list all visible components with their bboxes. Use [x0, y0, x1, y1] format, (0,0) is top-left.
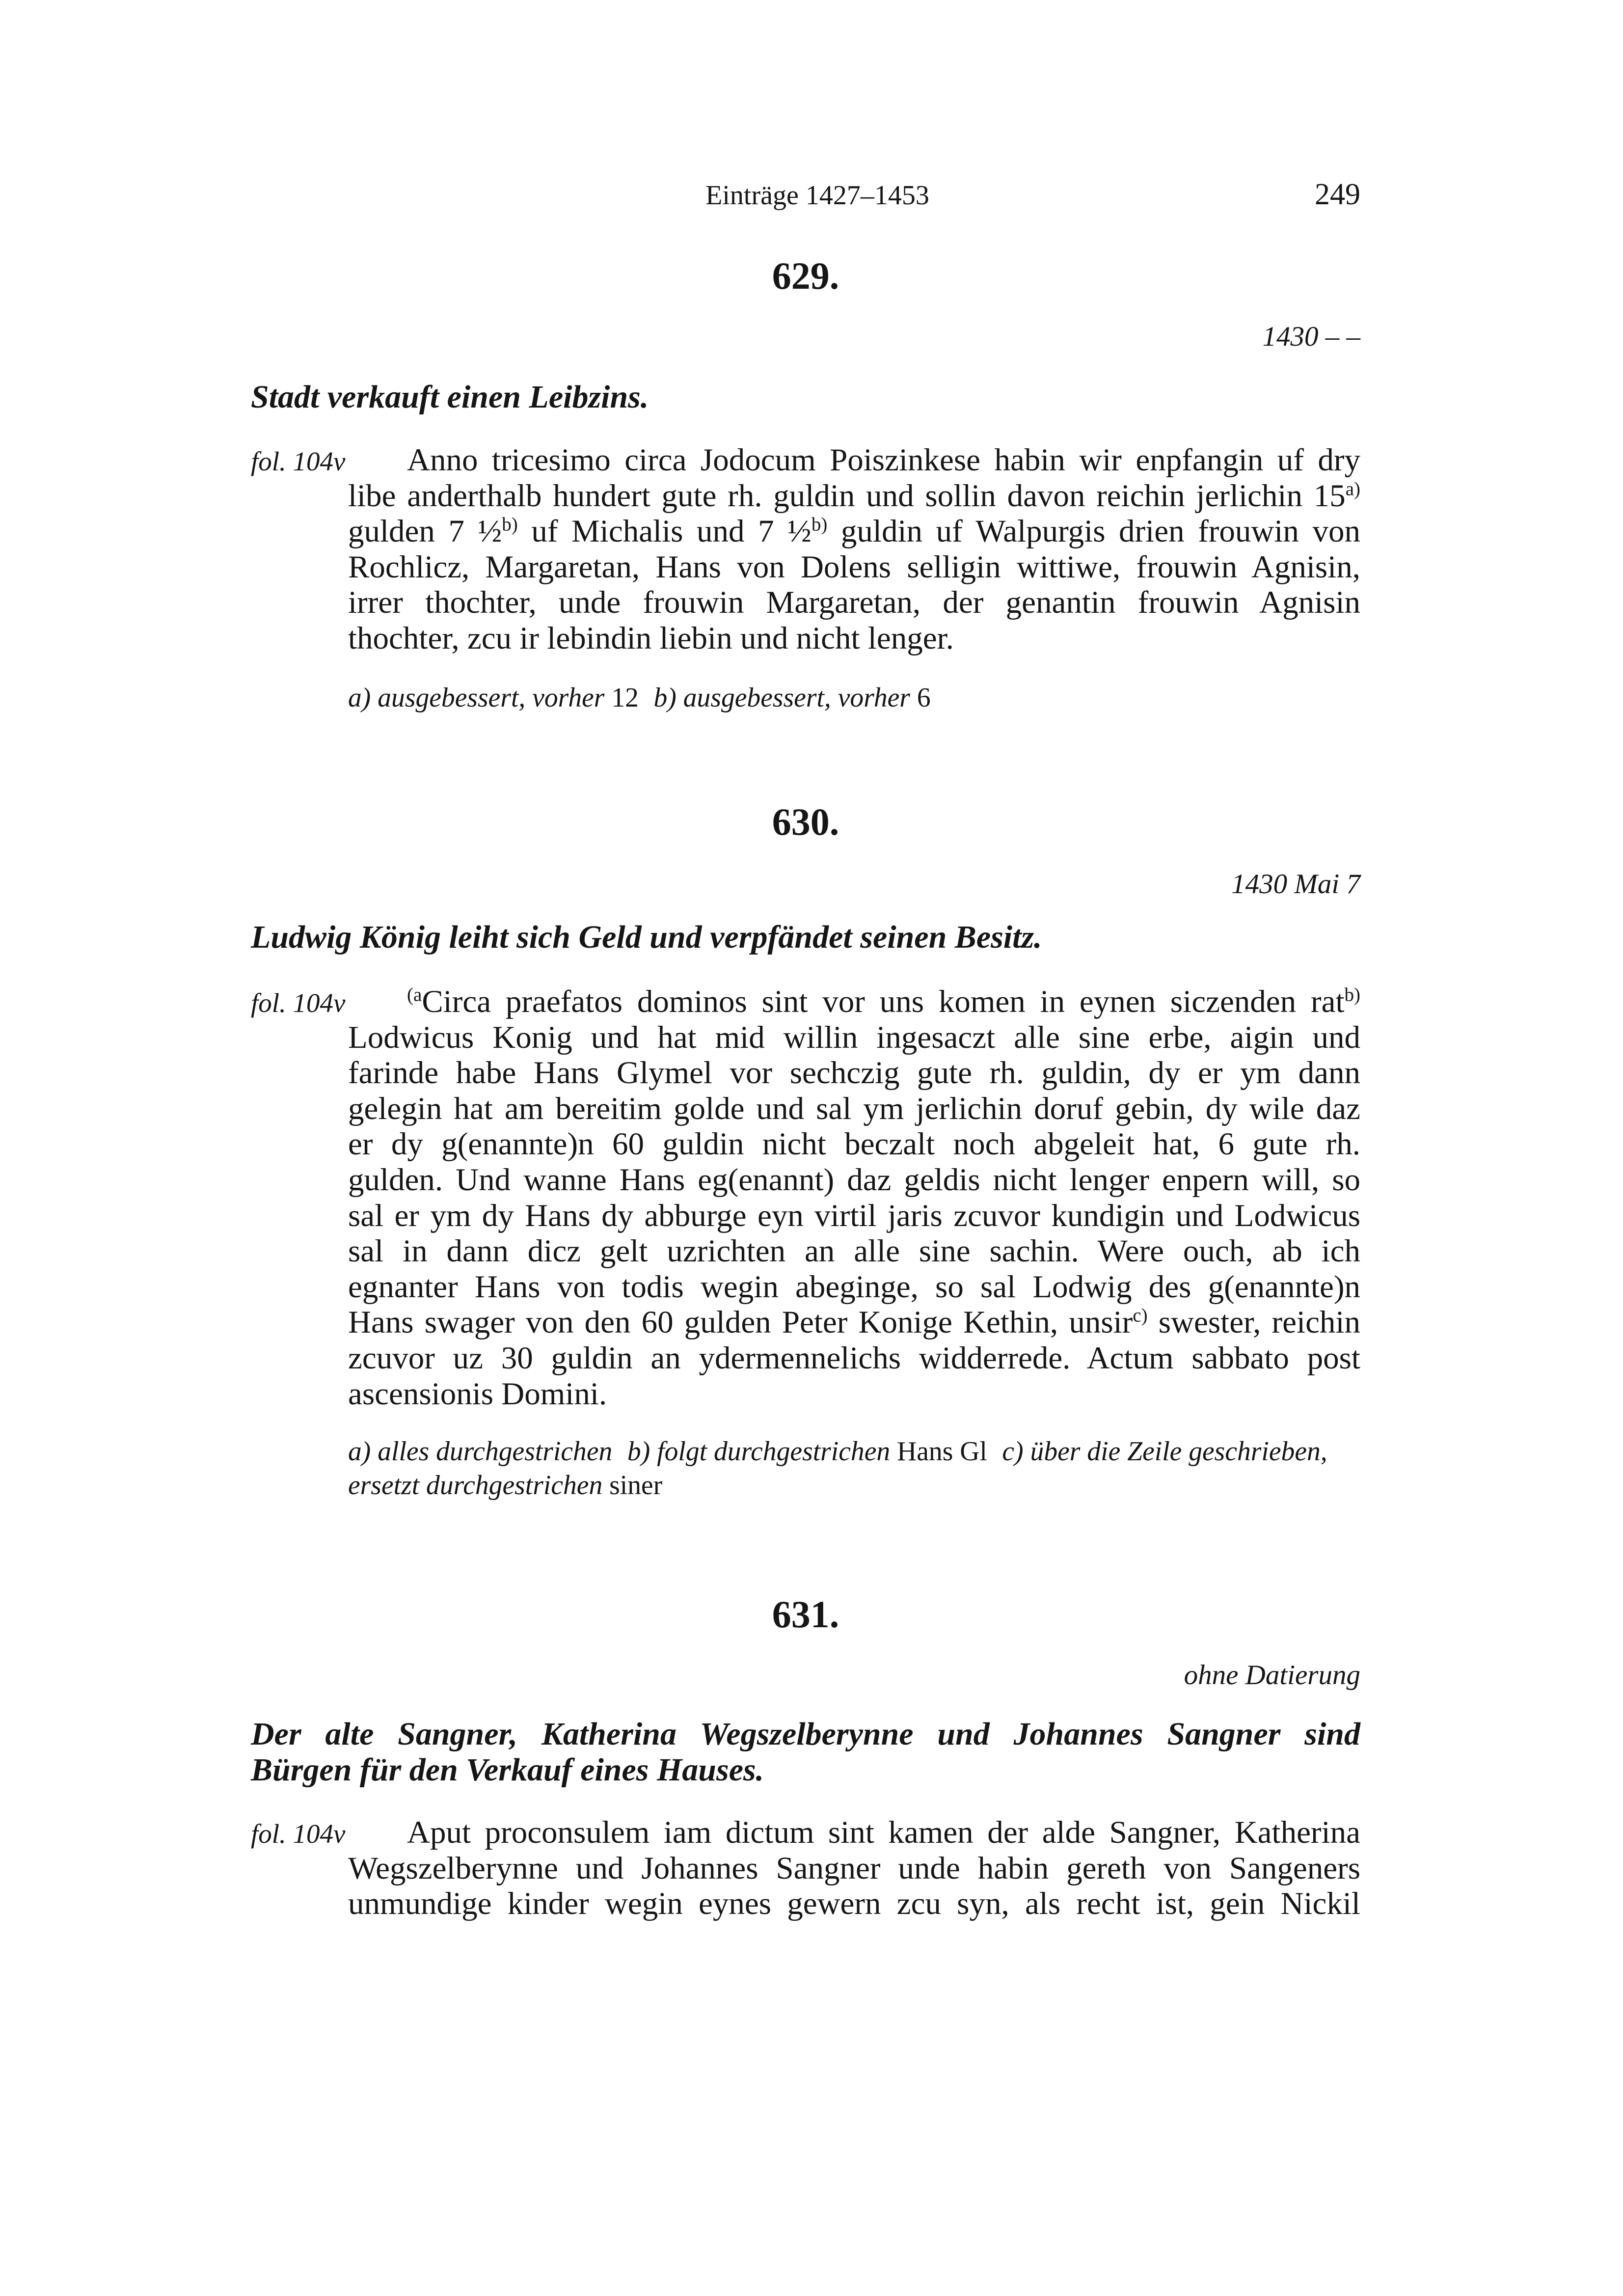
text-run: libe anderthalb hundert gute rh. guldin und sollin davon reichin jerlichin 15	[348, 478, 1346, 514]
entry-body	[348, 984, 1360, 1412]
footnotes	[348, 681, 1360, 715]
text-run: Aput proconsulem iam dictum sint kamen der alde Sangner, Katherina	[407, 1815, 1360, 1850]
text-line	[348, 585, 1360, 621]
text-run: unmundige kinder wegin eynes gewern zcu syn, als recht ist, gein Nickil	[348, 1886, 1360, 1922]
page-number: 249	[1315, 178, 1360, 211]
text-line	[348, 442, 1360, 478]
footnote-note: folgt durchgestrichen	[657, 1436, 891, 1467]
text-run: gulden 7 ½	[348, 514, 502, 549]
footnote	[627, 1436, 987, 1467]
text-line	[348, 1340, 1360, 1376]
footnote-mark: b)	[653, 683, 676, 713]
text-line	[348, 984, 1360, 1020]
entry-number: 630.	[772, 800, 839, 843]
text-run: gulden. Und wanne Hans eg(enannt) daz geldis nicht lenger enpern will, so	[348, 1162, 1360, 1198]
text-run: irrer thochter, unde frouwin Margaretan, der genantin frouwin Agnisin	[348, 585, 1360, 621]
text-line	[348, 1815, 1360, 1851]
entry-number: 631.	[772, 1593, 839, 1636]
footnote-quote: siner	[609, 1470, 663, 1501]
text-line	[348, 1376, 1360, 1412]
footnote-note: über die Zeile geschrieben, ersetzt durchgestrichen	[348, 1436, 1327, 1501]
footnote-reference: (a	[407, 984, 422, 1006]
entry-title-line: Ludwig König leiht sich Geld und verpfändet seinen Besitz.	[251, 919, 1042, 955]
text-run: guldin uf Walpurgis drien frouwin von	[827, 514, 1360, 549]
text-run: swester, reichin	[1147, 1305, 1360, 1340]
text-run: gelegin hat am bereitim golde und sal ym jerlichin doruf gebin, dy wile daz	[348, 1091, 1360, 1126]
text-run: uf Michalis und 7 ½	[517, 514, 812, 549]
entry-body	[348, 442, 1360, 656]
text-line	[348, 1305, 1360, 1340]
entry-date: ohne Datierung	[1184, 1660, 1360, 1691]
entry-date: 1430 – –	[1262, 321, 1360, 352]
footnotes	[348, 1435, 1360, 1503]
text-line	[348, 478, 1360, 514]
text-run: sal in dann dicz gelt uzrichten an alle sine sachin. Were ouch, ab ich	[348, 1233, 1360, 1269]
footnote-note: alles durchgestrichen	[378, 1436, 613, 1467]
footnote-quote: 12	[611, 683, 639, 713]
footnote	[348, 1436, 612, 1467]
text-run: ascensionis Domini.	[348, 1376, 607, 1412]
text-run: Wegszelberynne und Johannes Sangner unde habin gereth von Sangeners	[348, 1850, 1360, 1886]
footnote-mark: a)	[348, 1436, 371, 1467]
text-line	[348, 1851, 1360, 1886]
text-line	[348, 1126, 1360, 1162]
text-run: er dy g(enannte)n 60 guldin nicht beczalt noch abgeleit hat, 6 gute rh.	[348, 1126, 1360, 1162]
footnote-note: ausgebessert, vorher	[378, 683, 605, 713]
footnote-reference: a)	[1345, 478, 1360, 499]
footnote	[348, 683, 639, 713]
text-line	[348, 1269, 1360, 1305]
text-run: Anno tricesimo circa Jodocum Poiszinkese habin wir enpfangin uf dry	[407, 442, 1360, 478]
text-run: zcuvor uz 30 guldin an ydermennelichs widderrede. Actum sabbato post	[348, 1340, 1360, 1376]
running-title: Einträge 1427–1453	[705, 180, 929, 211]
text-run: farinde habe Hans Glymel vor sechczig gute rh. guldin, dy er ym dann	[348, 1055, 1360, 1091]
text-line	[348, 1162, 1360, 1198]
text-run: thochter, zcu ir lebindin liebin und nicht lenger.	[348, 620, 954, 656]
footnote-quote: Hans Gl	[897, 1436, 987, 1467]
text-line	[348, 1091, 1360, 1127]
text-line	[348, 1055, 1360, 1091]
footnote	[654, 683, 931, 713]
footnote-quote: 6	[917, 683, 931, 713]
text-run: Lodwicus Konig und hat mid willin ingesaczt alle sine erbe, aigin und	[348, 1019, 1360, 1055]
text-run: Circa praefatos dominos sint vor uns komen in eynen siczenden rat	[422, 984, 1345, 1019]
footnote-reference: b)	[811, 514, 828, 535]
text-run: Hans swager von den 60 gulden Peter Konige Kethin, unsir	[348, 1305, 1133, 1340]
entry-title-line: Bürgen für den Verkauf eines Hauses.	[251, 1752, 764, 1788]
text-line	[348, 514, 1360, 549]
footnote-note: ausgebessert, vorher	[683, 683, 910, 713]
entry-title	[251, 1716, 1360, 1788]
entry-body	[348, 1815, 1360, 1922]
entry-title-line: Der alte Sangner, Katherina Wegszelberynne und Johannes Sangner sind	[251, 1716, 1360, 1752]
footnote-mark: c)	[1002, 1436, 1024, 1467]
text-line	[348, 1886, 1360, 1922]
text-line	[348, 1198, 1360, 1234]
entry-title	[251, 919, 1360, 955]
text-run: Rochlicz, Margaretan, Hans von Dolens selligin wittiwe, frouwin Agnisin,	[348, 549, 1360, 585]
entry-title-line: Stadt verkauft einen Leibzins.	[251, 379, 649, 415]
text-line	[348, 1020, 1360, 1056]
footnote-reference: b)	[502, 514, 518, 535]
text-line	[348, 1233, 1360, 1269]
entry-date: 1430 Mai 7	[1231, 869, 1360, 900]
entry-title	[251, 379, 1360, 415]
folio-reference: fol. 104v	[251, 988, 346, 1018]
footnote-reference: b)	[1344, 984, 1360, 1006]
text-line	[348, 549, 1360, 585]
folio-reference: fol. 104v	[251, 446, 346, 476]
text-run: sal er ym dy Hans dy abburge eyn virtil jaris zcuvor kundigin und Lodwicus	[348, 1198, 1360, 1233]
footnote-reference: c)	[1133, 1305, 1148, 1326]
entry-number: 629.	[772, 254, 839, 297]
footnote-mark: a)	[348, 683, 371, 713]
folio-reference: fol. 104v	[251, 1819, 346, 1849]
text-line	[348, 621, 1360, 656]
text-run: egnanter Hans von todis wegin abeginge, so sal Lodwig des g(enannte)n	[348, 1269, 1360, 1305]
footnote-mark: b)	[627, 1436, 650, 1467]
